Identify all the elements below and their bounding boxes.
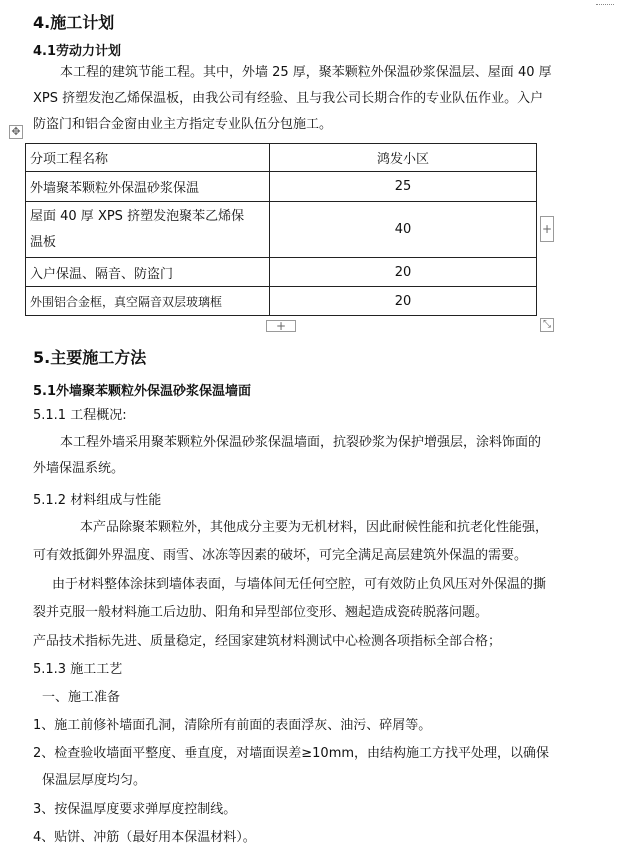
s512-line-1: 本产品除聚苯颗粒外，其他成分主要为无机材料，因此耐候性能和抗老化性能强， [80, 520, 549, 535]
row-item-name: 外墙聚苯颗粒外保温砂浆保温 [26, 172, 270, 202]
header-cell-project: 鸿发小区 [270, 144, 537, 172]
table-header-row [26, 144, 537, 172]
labor-plan-table [25, 143, 537, 316]
s512-line-2: 可有效抵御外界温度、雨雪、冰冻等因素的破坏，可完全满足高层建筑外保温的需要。 [33, 548, 528, 563]
section-5-1-2-title: 5.1.2 材料组成与性能 [33, 493, 162, 508]
s511-line-2: 外墙保温系统。 [33, 461, 125, 476]
intro-line-3: 防盗门和铝合金窗由业主方指定专业队伍分包施工。 [33, 117, 333, 132]
header-cell-item: 分项工程名称 [26, 144, 270, 172]
section-5-1-heading: 5.1外墙聚苯颗粒外保温砂浆保温墙面 [33, 384, 252, 399]
table-move-handle-icon[interactable]: ✥ [9, 125, 23, 139]
row-item-value: 40 [270, 202, 537, 258]
add-column-icon[interactable]: + [540, 216, 554, 242]
intro-line-1: 本工程的建筑节能工程。其中，外墙 25 厚，聚苯颗粒外保温砂浆保温层、屋面 40 厚 [60, 65, 552, 80]
section-5-heading: 5.主要施工方法 [33, 348, 147, 367]
preparation-title: 一、施工准备 [42, 690, 121, 705]
s511-line-1: 本工程外墙采用聚苯颗粒外保温砂浆保温墙面，抗裂砂浆为保护增强层，涂料饰面的 [60, 435, 542, 450]
intro-line-2: XPS 挤塑发泡乙烯保温板，由我公司有经验、且与我公司长期合作的专业队伍作业。入户 [33, 91, 544, 106]
table-row [26, 202, 537, 258]
add-row-icon[interactable]: + [266, 320, 296, 332]
table-row [26, 258, 537, 287]
table-row [26, 287, 537, 316]
row-item-value: 20 [270, 258, 537, 287]
prep-item-3: 3、按保温厚度要求弹厚度控制线。 [33, 802, 237, 817]
row-item-name-line: 屋面 40 厚 XPS 挤塑发泡聚苯乙烯保 [30, 208, 245, 224]
section-5-1-3-title: 5.1.3 施工工艺 [33, 662, 123, 677]
prep-item-2: 2、检查验收墙面平整度、垂直度，对墙面误差≥10mm，由结构施工方找平处理，以确保 [33, 746, 550, 761]
section-5-1-1-title: 5.1.1 工程概况: [33, 408, 127, 423]
section-4-heading: 4.施工计划 [33, 13, 115, 32]
prep-item-1: 1、施工前修补墙面孔洞，清除所有前面的表面浮灰、油污、碎屑等。 [33, 718, 432, 733]
prep-item-2-cont: 保温层厚度均匀。 [42, 773, 147, 788]
page-corner-mark [596, 0, 614, 5]
row-item-value: 20 [270, 287, 537, 316]
prep-item-4: 4、贴饼、冲筋（最好用本保温材料）。 [33, 830, 256, 845]
row-item-value: 25 [270, 172, 537, 202]
section-4-1-heading: 4.1劳动力计划 [33, 44, 122, 59]
table-row [26, 172, 537, 202]
s512-line-4: 裂并克服一般材料施工后边肋、阳角和异型部位变形、翘起造成瓷砖脱落问题。 [33, 605, 489, 620]
table-resize-icon[interactable]: ⤡ [540, 318, 554, 332]
row-item-name: 外围铝合金框，真空隔音双层玻璃框 [26, 287, 270, 316]
row-item-name [26, 202, 270, 258]
s512-line-5: 产品技术指标先进、质量稳定，经国家建筑材料测试中心检测各项指标全部合格； [33, 634, 502, 649]
row-item-name: 入户保温、隔音、防盗门 [26, 258, 270, 287]
row-item-name-line: 温板 [30, 234, 57, 250]
s512-line-3: 由于材料整体涂抹到墙体表面，与墙体间无任何空腔，可有效防止负风压对外保温的撕 [52, 577, 547, 592]
